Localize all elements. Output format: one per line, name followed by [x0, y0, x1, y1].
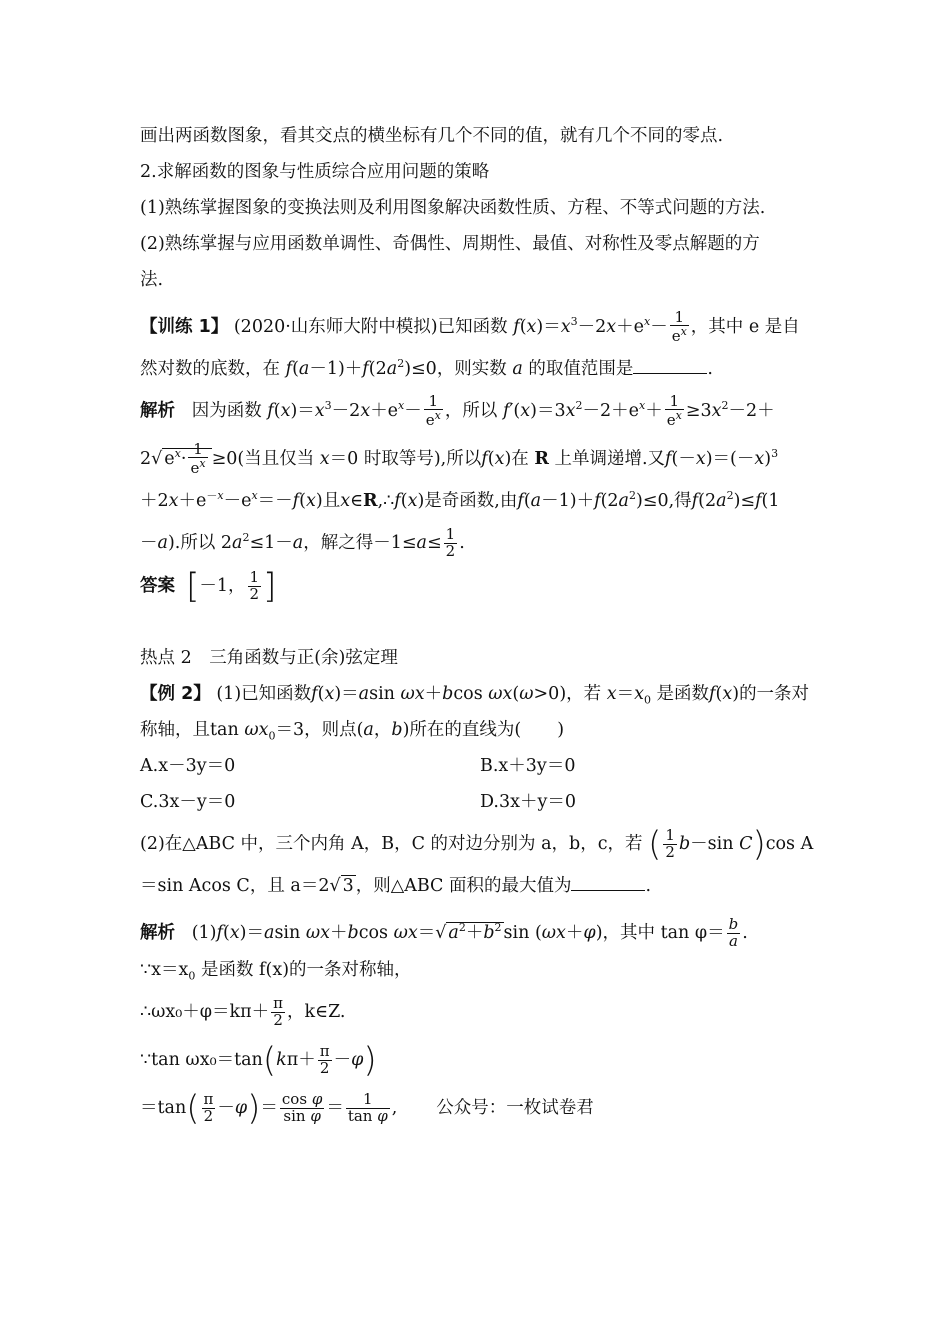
- analysis-line: 2√ $e^x\cdot$ $\frac{1}{e^x}$ ≥0(当且仅当 x＝0 时取等号),所以f(x)在 R 上单调递增.又$f(-x)=(-x)^3$: [140, 439, 779, 478]
- example-line: (2)在△ABC 中，三个内角 A，B，C 的对边分别为 a，b，c，若 ( $\frac{1}{2}$ b－sin C)cos A: [140, 824, 814, 865]
- solution-label: 解析: [140, 922, 175, 943]
- example-tag: 【例 2】: [140, 684, 211, 704]
- answer-blank: [571, 870, 645, 891]
- answer-blank: [633, 353, 707, 374]
- example-line: 称轴，且$\tan \omega x_0=3$，则点(a，b)所在的直线为( ): [140, 720, 565, 743]
- example-line: ＝sin Acos C，且 a＝2√ 3 ，则△ABC 面积的最大值为 .: [140, 868, 812, 904]
- option-row: [140, 748, 812, 784]
- example-line: 【例 2】 (1)已知函数f(x)＝asin ωx＋bcos ωx(ω>0)，若 $x=x_0$ 是函数f(x)的一条对: [140, 684, 810, 707]
- analysis-line: －a).所以 $2a^2\le 1-a$，解之得－1≤a≤ $\frac{1}{2}$ .: [140, 525, 465, 560]
- text-line: 画出两函数图象，看其交点的横坐标有几个不同的值，就有几个不同的零点.: [140, 126, 724, 146]
- option-b[interactable]: B.x＋3y＝0: [480, 756, 576, 776]
- section-title: 热点 2 三角函数与正(余)弦定理: [140, 648, 398, 668]
- exercise-line: 然对数的底数，在 $f(a-1)+f(2a^2)\le 0$，则实数 a 的取值范围是 .: [140, 346, 812, 382]
- option-a[interactable]: A.x－3y＝0: [140, 756, 236, 776]
- exercise-line: 【训练 1】 (2020·山东师大附中模拟)已知函数 $f(x)=x^3-2x+e^x-$ $\frac{1}{e^x}$ ，其中 e 是自: [140, 307, 800, 346]
- answer-label: 答案: [140, 576, 175, 596]
- answer-line: 答案 [－1， $\frac{1}{2}$ ]: [140, 566, 277, 607]
- exercise-tag: 【训练 1】: [140, 316, 229, 337]
- text-line: (2)熟练掌握与应用函数单调性、奇偶性、周期性、最值、对称性及零点解题的方: [140, 234, 760, 254]
- analysis-line: $+2x+e^{-x}-e^x=-f(x)$且x∈R,∴f(x)是奇函数,由$f(a-1)+f(2a^2)\le 0$,得$f(2a^2)\le f(1$: [140, 489, 780, 511]
- text-line: 2.求解函数的图象与性质综合应用问题的策略: [140, 162, 490, 182]
- solution-line: ∵tan ωx₀＝tan(kπ＋ $\frac{\pi}{2}$ －φ): [140, 1040, 377, 1081]
- solution-line: ∴ωx₀＋φ＝kπ＋ $\frac{\pi}{2}$ ，k∈Z.: [140, 994, 346, 1029]
- text-line: 法.: [140, 270, 164, 290]
- analysis-line: 解析 因为函数 $f(x)=x^3-2x+e^x-$ $\frac{1}{e^x}$ ，所以 $f'(x)=3x^2-2+e^x+$ $\frac{1}{e^x}$ $\ge 3x^2-2+$: [140, 391, 775, 430]
- analysis-label: 解析: [140, 400, 175, 421]
- text-line: (1)熟练掌握图象的变换法则及利用图象解决函数性质、方程、不等式问题的方法.: [140, 198, 766, 218]
- solution-line: ＝tan( $\frac{\pi}{2}$ －φ)＝ $\frac{\text{cos φ}}{\text{sin φ}}$ ＝ $\frac{1}{\text{tan φ}}$ , 公众号：一枚试卷君: [140, 1088, 594, 1129]
- option-d[interactable]: D.3x＋y＝0: [480, 792, 576, 812]
- solution-line: $\because x=x_0$ 是函数 f(x)的一条对称轴，: [140, 960, 412, 983]
- solution-line: 解析 (1)f(x)＝asin ωx＋bcos ωx＝√ $a^2+b^2$ sin (ωx＋φ)，其中 tan φ＝ $\frac{b}{a}$ .: [140, 915, 748, 950]
- watermark-text: 公众号：一枚试卷君: [436, 1098, 594, 1118]
- document-page: [140, 118, 812, 1132]
- option-row: [140, 784, 812, 820]
- option-c[interactable]: C.3x－y＝0: [140, 792, 236, 812]
